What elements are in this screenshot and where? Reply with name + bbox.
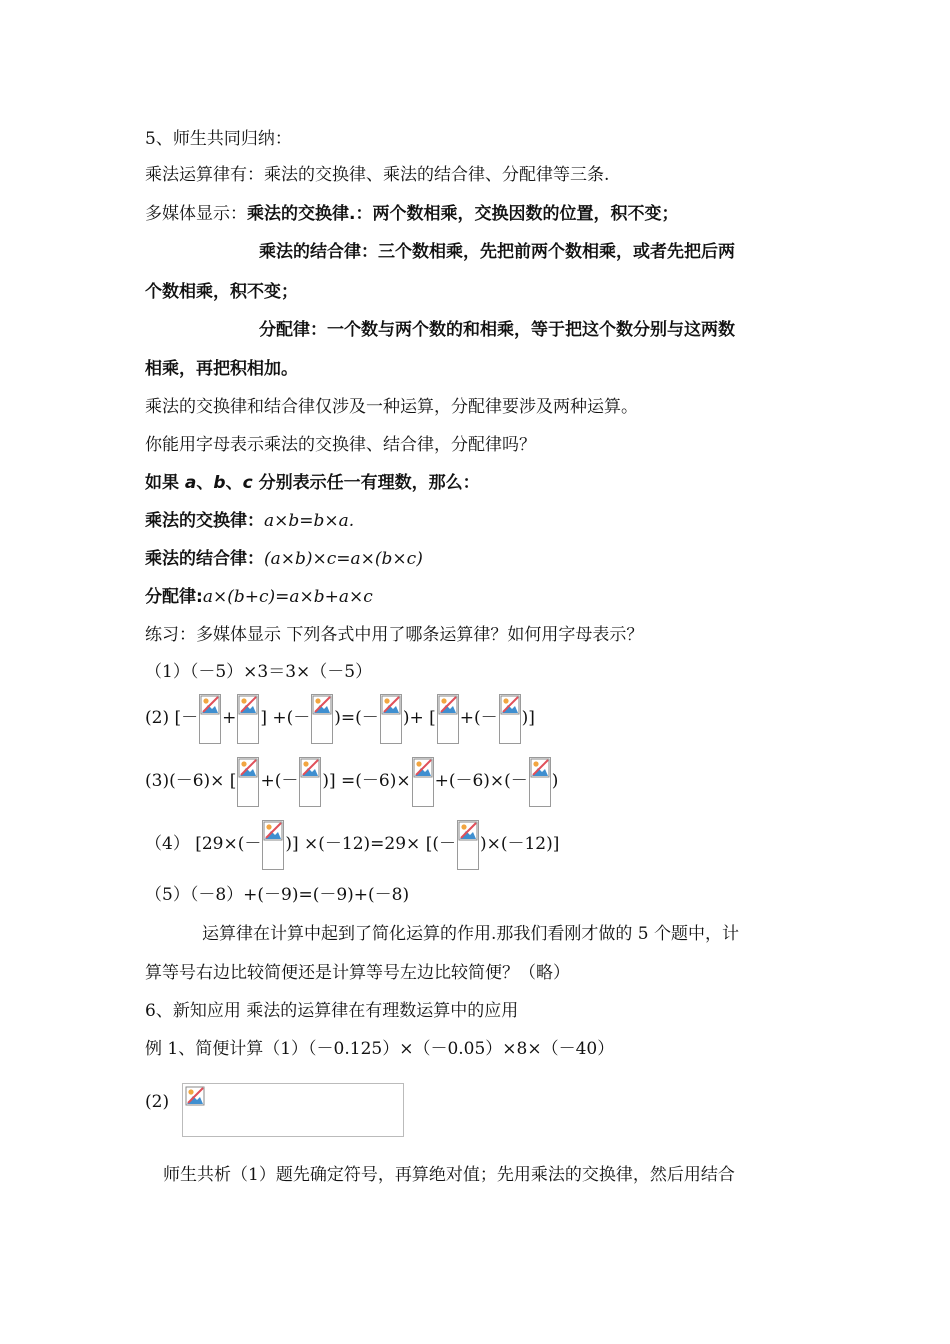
heading-summary: 5、师生共同归纳： [145, 129, 292, 149]
exercise-5: （5）（－8）+(－9)=(－9)+(－8) [145, 885, 410, 905]
associative-definition-cont: 个数相乘，积不变； [145, 282, 298, 302]
associative-definition: 乘法的结合律：三个数相乘，先把前两个数相乘，或者先把后两 [259, 242, 735, 262]
broken-image-icon [299, 757, 321, 807]
exercise-4 [145, 819, 559, 870]
distributive-definition-cont: 相乘，再把积相加。 [145, 359, 298, 379]
broken-image-icon [311, 694, 333, 744]
broken-image-icon [380, 694, 402, 744]
expr-part: + [222, 708, 237, 728]
expr-part: (2) [－ [145, 708, 199, 728]
example-1-part-2-label: (2) [145, 1092, 170, 1112]
exercise-1: （1）（－5）×3＝3×（－5） [145, 662, 373, 682]
text-question-letters: 你能用字母表示乘法的交换律、结合律，分配律吗？ [145, 435, 536, 455]
expr-part: )×(－12)] [479, 834, 560, 854]
text-simplify: 运算律在计算中起到了简化运算的作用.那我们看刚才做的 5 个题中，计 [202, 924, 740, 944]
if-text: 如果 [145, 473, 185, 493]
expr-part: （4） [29×(－ [145, 834, 262, 854]
formula-label: 乘法的交换律： [145, 511, 264, 531]
text-analysis: 师生共析（1）题先确定符号，再算绝对值；先用乘法的交换律，然后用结合 [163, 1165, 735, 1185]
expr-part: )] [521, 708, 535, 728]
var-c: c [242, 473, 253, 493]
broken-image-icon [499, 694, 521, 744]
expr-part: )+ [ [402, 708, 436, 728]
broken-image-icon [529, 757, 551, 807]
text-if-abc [145, 471, 480, 495]
exercise-3 [145, 756, 558, 807]
text-laws-list: 乘法运算律有：乘法的交换律、乘法的结合律、分配律等三条. [145, 165, 610, 185]
broken-image-icon [237, 757, 259, 807]
broken-image-icon [185, 1086, 205, 1106]
expr-part: +(－ [459, 708, 498, 728]
broken-image-placeholder [182, 1083, 404, 1137]
distributive-definition: 分配律：一个数与两个数的和相乘，等于把这个数分别与这两数 [259, 320, 735, 340]
expr-part: (3)(－6)× [ [145, 771, 237, 791]
heading-application: 6、新知应用 乘法的运算律在有理数运算中的应用 [145, 1001, 519, 1021]
if-rest: 分别表示任一有理数，那么： [252, 473, 480, 493]
text-multimedia-commutative [145, 202, 678, 226]
var-b: b [213, 473, 226, 493]
exercise-2 [145, 693, 535, 744]
broken-image-icon [262, 820, 284, 870]
expr-part: ) [551, 771, 559, 791]
broken-image-icon [437, 694, 459, 744]
expr-part: +(－ [260, 771, 299, 791]
broken-image-icon [199, 694, 221, 744]
formula-distributive [145, 585, 373, 609]
example-1: 例 1、简便计算（1）（－0.125）×（－0.05）×8×（－40） [145, 1039, 615, 1059]
expr-part: )] ×(－12)=29× [(－ [285, 834, 456, 854]
expr-part: ] +(－ [260, 708, 311, 728]
formula-associative [145, 547, 423, 571]
formula-text: a×b=b×a. [264, 511, 355, 531]
multimedia-prefix: 多媒体显示： [145, 204, 247, 224]
expr-part: )=(－ [334, 708, 379, 728]
formula-text: a×(b+c)=a×b+a×c [202, 587, 373, 607]
broken-image-icon [412, 757, 434, 807]
formula-label: 乘法的结合律： [145, 549, 264, 569]
broken-image-icon [457, 820, 479, 870]
expr-part: )] =(－6)× [322, 771, 411, 791]
text-operation-count: 乘法的交换律和结合律仅涉及一种运算，分配律要涉及两种运算。 [145, 397, 638, 417]
sep: 、 [225, 473, 243, 493]
formula-label: 分配律: [145, 587, 203, 607]
commutative-definition: 乘法的交换律.：两个数相乘，交换因数的位置，积不变； [247, 204, 679, 224]
broken-image-icon [237, 694, 259, 744]
text-simplify-cont: 算等号右边比较简便还是计算等号左边比较简便？（略） [145, 963, 570, 983]
text-exercise: 练习：多媒体显示 下列各式中用了哪条运算律？如何用字母表示？ [145, 625, 644, 645]
formula-text: (a×b)×c=a×(b×c) [264, 549, 423, 569]
sep: 、 [196, 473, 214, 493]
var-a: a [184, 473, 197, 493]
expr-part: +(－6)×(－ [434, 771, 528, 791]
formula-commutative [145, 509, 354, 533]
